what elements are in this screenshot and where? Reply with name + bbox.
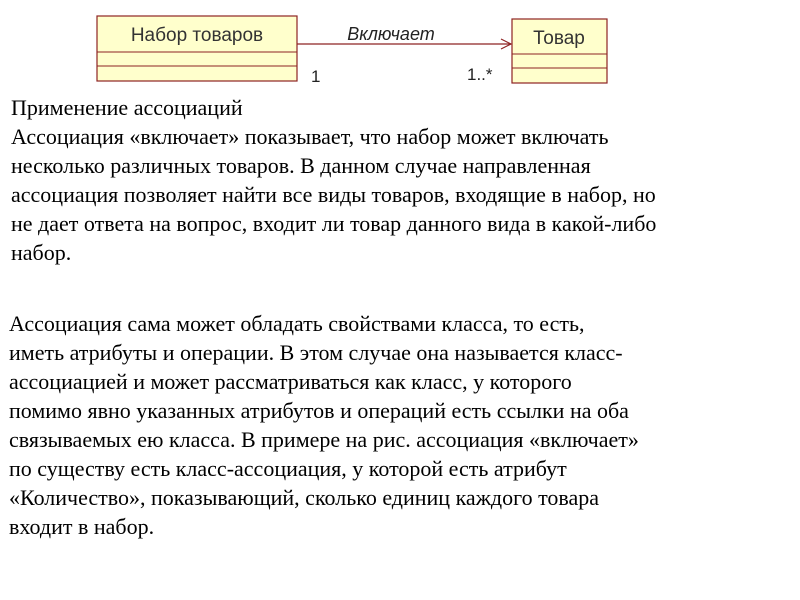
class-name: Набор товаров	[130, 25, 264, 46]
paragraph-line: набор.	[11, 240, 72, 265]
paragraph-line: по существу есть класс-ассоциация, у которой есть атрибут	[9, 456, 567, 481]
association-name: Включает	[347, 24, 435, 44]
paragraph-line: ассоциацией и может рассматриваться как класс, у которого	[9, 369, 572, 394]
paragraph-line: помимо явно указанных атрибутов и операций есть ссылки на оба	[9, 398, 629, 423]
paragraph-line: несколько различных товаров. В данном случае направленная	[11, 153, 591, 178]
paragraph-line: Ассоциация сама может обладать свойствами класса, то есть,	[9, 311, 585, 336]
uml-class-tovar	[512, 19, 607, 83]
class-name: Товар	[533, 28, 585, 49]
paragraph-line: иметь атрибуты и операции. В этом случае она называется класс-	[9, 340, 623, 365]
multiplicity-right: 1..*	[467, 65, 493, 84]
paragraph-line: связываемых ею класса. В примере на рис. ассоциация «включает»	[9, 427, 639, 452]
paragraph-line: ассоциация позволяет найти все виды товаров, входящие в набор, но	[11, 182, 656, 207]
association-includes	[297, 24, 511, 86]
section-association-usage	[11, 93, 656, 267]
paragraph-line: «Количество», показывающий, сколько единиц каждого товара	[9, 485, 600, 510]
section-association-class	[9, 309, 639, 541]
paragraph-line: Ассоциация «включает» показывает, что набор может включать	[11, 124, 609, 149]
multiplicity-left: 1	[311, 67, 321, 86]
uml-class-diagram	[0, 0, 800, 95]
uml-class-nabor-tovarov	[97, 16, 297, 81]
paragraph-line: входит в набор.	[9, 514, 155, 539]
paragraph-line: не дает ответа на вопрос, входит ли товар данного вида в какой-либо	[11, 211, 657, 236]
section-heading: Применение ассоциаций	[11, 95, 243, 120]
